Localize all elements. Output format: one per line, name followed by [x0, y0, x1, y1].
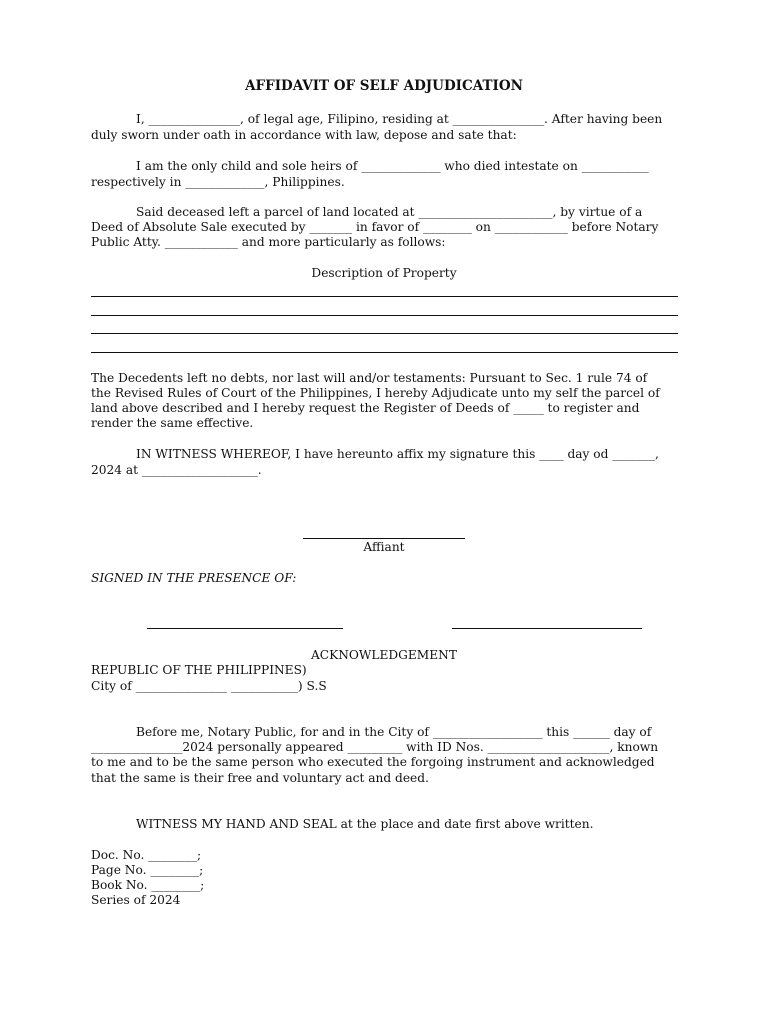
heirs-line-1: I am the only child and sole heirs of _____________ who died intestate on ___________ [136, 159, 649, 173]
notary-line-4: that the same is their free and voluntary act and deed. [91, 771, 429, 785]
republic-line: REPUBLIC OF THE PHILIPPINES) [91, 663, 307, 677]
witness-signature-line-1 [147, 628, 343, 629]
book-number: Book No. ________; [91, 878, 205, 892]
property-rule-1 [91, 296, 678, 297]
land-line-1: Said deceased left a parcel of land located at ______________________, by virtue of a [136, 205, 643, 219]
witness-line-2: 2024 at ___________________. [91, 463, 262, 477]
intro-line-1: I, _______________, of legal age, Filipino, residing at _______________. After having been [136, 112, 663, 126]
affiant-signature-line [303, 538, 465, 539]
affiant-label: Affiant [363, 540, 405, 554]
decedents-line-2: the Revised Rules of Court of the Philippines, I hereby Adjudicate unto my self the parcel of [91, 386, 660, 400]
property-rule-2 [91, 315, 678, 316]
notary-line-2: _______________2024 personally appeared _________ with ID Nos. ____________________, known [91, 740, 659, 754]
land-line-3: Public Atty. ____________ and more particularly as follows: [91, 235, 446, 249]
series-year: Series of 2024 [91, 893, 181, 907]
city-line: City of _______________ ___________) S.S [91, 679, 327, 693]
page-number: Page No. ________; [91, 863, 204, 877]
document-title: AFFIDAVIT OF SELF ADJUDICATION [245, 78, 523, 94]
decedents-line-3: land above described and I hereby request the Register of Deeds of _____ to register and [91, 401, 640, 415]
notary-line-3: to me and to be the same person who executed the forgoing instrument and acknowledged [91, 755, 655, 769]
property-rule-4 [91, 352, 678, 353]
land-line-2: Deed of Absolute Sale executed by _______ in favor of ________ on ____________ before Notary [91, 220, 659, 234]
decedents-line-4: render the same effective. [91, 416, 254, 430]
witness-line-1: IN WITNESS WHEREOF, I have hereunto affix my signature this ____ day od _______, [136, 447, 659, 461]
decedents-line-1: The Decedents left no debts, nor last will and/or testaments: Pursuant to Sec. 1 rule 74 of [91, 371, 648, 385]
seal-statement: WITNESS MY HAND AND SEAL at the place and date first above written. [136, 817, 594, 831]
doc-number: Doc. No. ________; [91, 848, 202, 862]
signed-presence-label: SIGNED IN THE PRESENCE OF: [91, 571, 297, 585]
witness-signature-line-2 [452, 628, 642, 629]
intro-line-2: duly sworn under oath in accordance with law, depose and sate that: [91, 128, 517, 142]
property-heading: Description of Property [311, 266, 457, 280]
property-rule-3 [91, 333, 678, 334]
notary-line-1: Before me, Notary Public, for and in the City of __________________ this ______ day of [136, 725, 652, 739]
acknowledgement-heading: ACKNOWLEDGEMENT [311, 648, 457, 662]
heirs-line-2: respectively in _____________, Philippines. [91, 175, 345, 189]
